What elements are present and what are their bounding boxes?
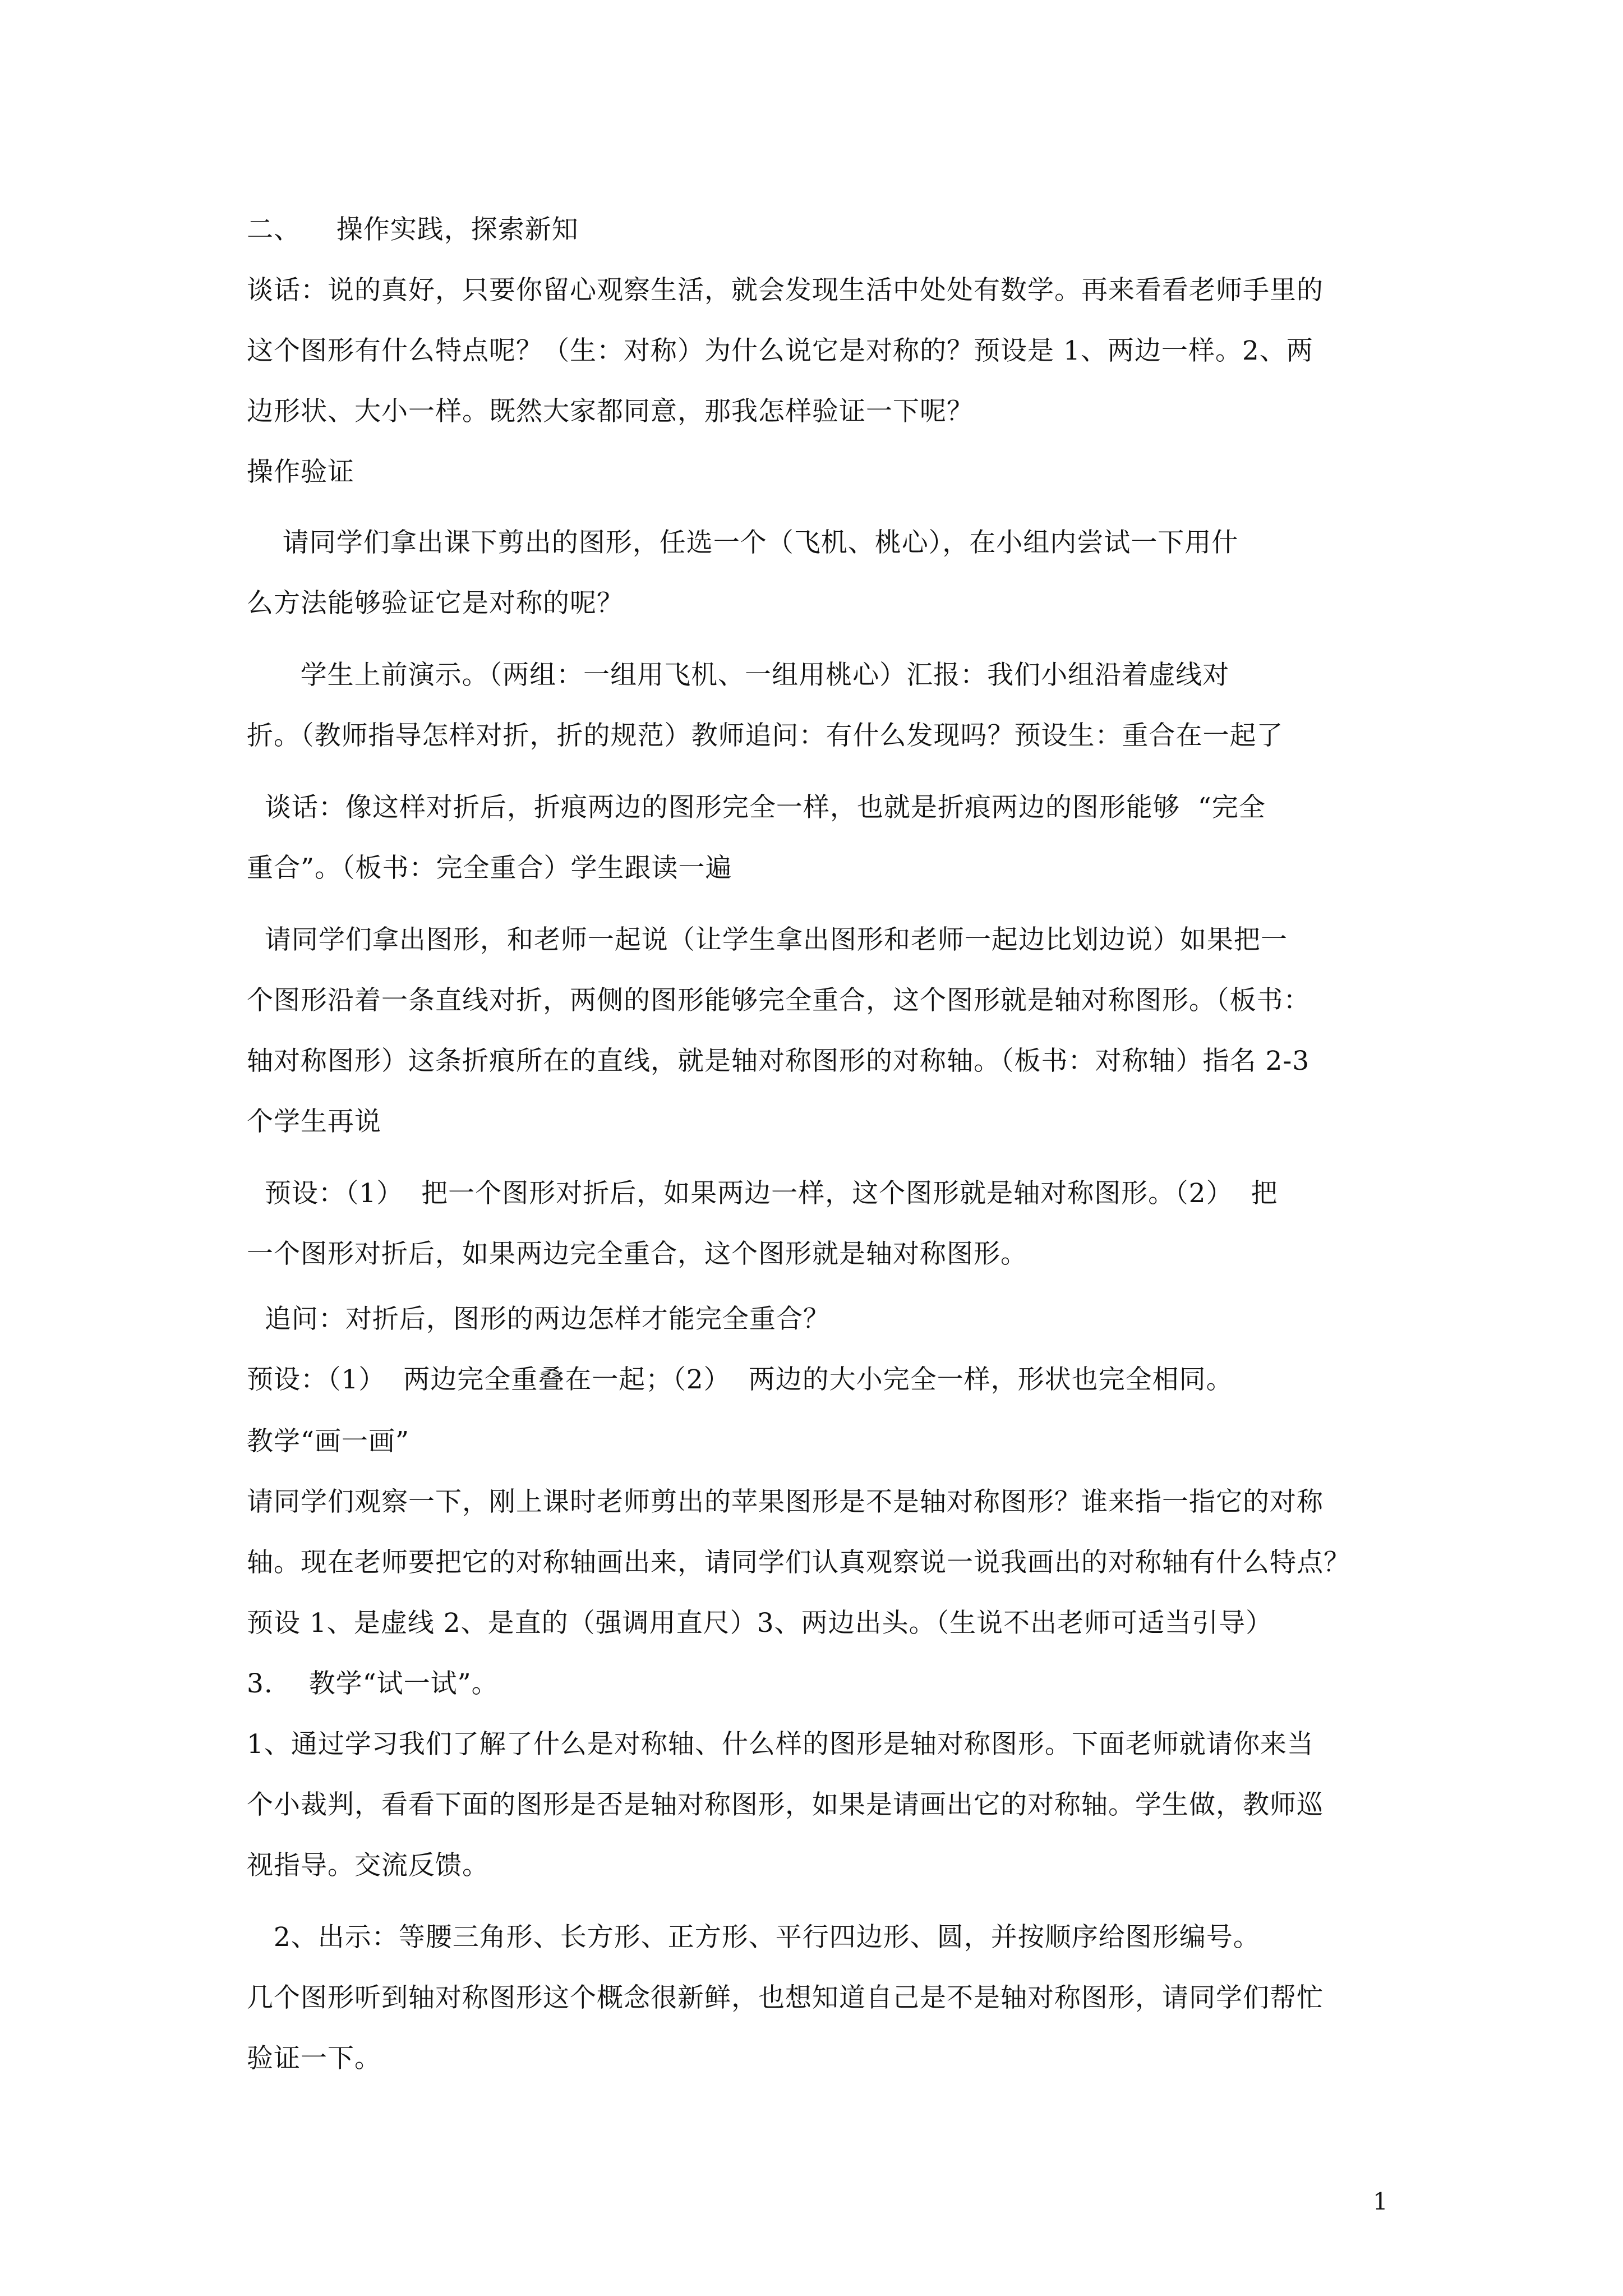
text-line: 验证一下。 [247,2043,381,2074]
text-line: 这个图形有什么特点呢？（生：对称）为什么说它是对称的？预设是 1、两边一样。2、两 [247,335,1313,366]
text-line: 视指导。交流反馈。 [247,1850,489,1881]
text-line: 学生上前演示。（两组：一组用飞机、一组用桃心）汇报：我们小组沿着虚线对 [247,660,1230,691]
text-line: 追问：对折后，图形的两边怎样才能完全重合？ [247,1304,830,1335]
subheading: 教学“画一画” [247,1426,410,1457]
text-line: 个图形沿着一条直线对折，两侧的图形能够完全重合，这个图形就是轴对称图形。（板书： [247,985,1311,1016]
text-line: 谈话：像这样对折后，折痕两边的图形完全一样，也就是折痕两边的图形能够 “完全 [247,792,1266,823]
text-line: 边形状、大小一样。既然大家都同意，那我怎样验证一下呢？ [247,396,974,427]
text-line: 请同学们观察一下，刚上课时老师剪出的苹果图形是不是轴对称图形？谁来指一指它的对称 [247,1487,1324,1517]
text-line: 么方法能够验证它是对称的呢？ [247,588,624,619]
text-line: 个学生再说 [247,1106,381,1137]
text-line: 重合”。（板书：完全重合）学生跟读一遍 [247,853,732,884]
text-line: 1、通过学习我们了解了什么是对称轴、什么样的图形是轴对称图形。下面老师就请你来当 [247,1729,1314,1760]
text-line: 2、出示：等腰三角形、长方形、正方形、平行四边形、圆，并按顺序给图形编号。 [247,1922,1260,1953]
text-line: 预设：（1） 把一个图形对折后，如果两边一样，这个图形就是轴对称图形。（2） 把 [247,1178,1278,1209]
text-line: 轴。现在老师要把它的对称轴画出来，请同学们认真观察说一说我画出的对称轴有什么特点？ [247,1547,1350,1578]
text-line: 轴对称图形）这条折痕所在的直线，就是轴对称图形的对称轴。（板书：对称轴）指名 2-3 [247,1046,1310,1076]
text-line: 几个图形听到轴对称图形这个概念很新鲜，也想知道自己是不是轴对称图形，请同学们帮忙 [247,1982,1324,2013]
text-line: 预设：（1） 两边完全重叠在一起；（2） 两边的大小完全一样，形状也完全相同。 [247,1364,1233,1395]
text-line: 折。（教师指导怎样对折，折的规范）教师追问：有什么发现吗？预设生：重合在一起了 [247,720,1284,751]
subheading: 3. 教学“试一试”。 [247,1668,499,1699]
text-line: 个小裁判，看看下面的图形是否是轴对称图形，如果是请画出它的对称轴。学生做，教师巡 [247,1789,1324,1820]
text-line: 请同学们拿出图形，和老师一起说（让学生拿出图形和老师一起边比划边说）如果把一 [247,924,1288,955]
text-line: 预设 1、是虚线 2、是直的（强调用直尺）3、两边出头。（生说不出老师可适当引导） [247,1608,1273,1639]
section-heading: 二、 操作实践，探索新知 [247,214,579,245]
text-line: 一个图形对折后，如果两边完全重合，这个图形就是轴对称图形。 [247,1239,1027,1269]
text-line: 请同学们拿出课下剪出的图形，任选一个（飞机、桃心），在小组内尝试一下用什 [247,527,1239,558]
subheading: 操作验证 [247,457,354,487]
text-line: 谈话：说的真好，只要你留心观察生活，就会发现生活中处处有数学。再来看看老师手里的 [247,275,1324,306]
page-number: 1 [1373,2188,1388,2215]
